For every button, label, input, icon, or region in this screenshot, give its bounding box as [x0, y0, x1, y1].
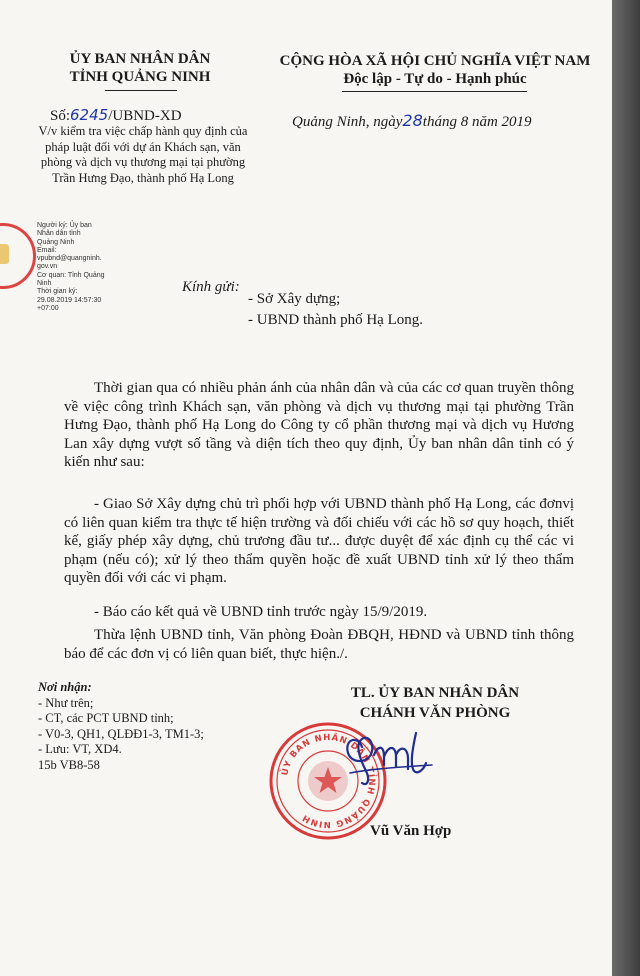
org-underline [105, 90, 177, 91]
org-line-1: ỦY BAN NHÂN DÂN [69, 51, 211, 67]
document-number [50, 106, 182, 125]
signer-meta-line: Email: [37, 246, 57, 254]
recipients-item: 15b VB8-58 [38, 757, 100, 772]
org-line-2: TỈNH QUẢNG NINH [69, 69, 211, 85]
country-name: CỘNG HÒA XÃ HỘI CHỦ NGHĨA VIỆT NAM [279, 53, 591, 69]
signature-title [320, 683, 550, 723]
signer-meta-line: Quảng Ninh [37, 238, 75, 246]
doc-number-handwritten: 6245 [70, 106, 109, 124]
handwritten-signature [330, 725, 440, 795]
date-place: Quảng Ninh, ngày [292, 114, 403, 130]
doc-number-prefix: Số: [50, 108, 71, 124]
body-paragraph-1: Thời gian qua có nhiều phản ánh của nhân dân và của các cơ quan truyền thông về việc công trình Khách sạn, văn phòng và dịch vụ thương mại tại phường Trần Hưng Đạo, thành phố Hạ Long do Công ty cổ phần thương mại và dịch vụ Hương Lan xây dựng vượt số tầng và diện tích theo quy định, Ủy ban nhân dân tỉnh có ý kiến như sau: [64, 380, 574, 470]
recipients-item: - V0-3, QH1, QLĐĐ1-3, TM1-3; [38, 726, 204, 741]
body-paragraph-4: Thừa lệnh UBND tỉnh, Văn phòng Đoàn ĐBQH, HĐND và UBND tỉnh thông báo để các đơn vị có liên quan biết, thực hiện./. [64, 627, 574, 662]
addressee-label: Kính gửi: [182, 279, 240, 295]
recipients-label: Nơi nhận: [38, 680, 92, 694]
signer-meta-line: Người ký: Ủy ban [37, 222, 92, 229]
scan-background-edge [612, 0, 640, 976]
motto-underline [342, 91, 527, 92]
signer-meta-line: Ninh [37, 280, 52, 288]
digital-signature-stamp [0, 223, 36, 289]
signer-meta-line: Thời gian ký: [37, 288, 78, 296]
signer-meta-line: Cơ quan: Tỉnh Quảng [37, 271, 105, 279]
signer-meta-line: Nhân dân tỉnh [37, 230, 81, 238]
document-subject: V/v kiểm tra việc chấp hành quy định của pháp luật đối với dự án Khách sạn, văn phòng và dịch vụ thương mại tại phường Trần Hưng Đạo, thành phố Hạ Long [38, 124, 248, 185]
motto: Độc lập - Tự do - Hạnh phúc [343, 71, 527, 87]
body-paragraph-3: - Báo cáo kết quả về UBND tỉnh trước ngày 15/9/2019. [94, 604, 428, 620]
date-rest: tháng 8 năm 2019 [422, 114, 532, 130]
signature-title-line-2: CHÁNH VĂN PHÒNG [359, 705, 511, 721]
national-title [260, 52, 610, 88]
date-day-handwritten: 28 [402, 111, 423, 130]
signature-title-line-1: TL. ỦY BAN NHÂN DÂN [350, 685, 520, 701]
issuing-organization [40, 50, 240, 86]
recipients-item: - Như trên; [38, 695, 94, 710]
signer-name: Vũ Văn Hợp [370, 823, 452, 839]
signer-meta-line: gov.vn [37, 263, 58, 271]
recipients-list [38, 680, 298, 773]
body-paragraph-2: - Giao Sở Xây dựng chủ trì phối hợp với UBND thành phố Hạ Long, các đơnvị có liên quan kiểm tra thực tế hiện trường và đối chiếu với các hồ sơ quy hoạch, thiết kế, giấy phép xây dựng, chủ trương đầu tư... được duyệt để xác định cụ thể các vi phạm (nếu có); xử lý theo thẩm quyền hoặc đề xuất UBND tỉnh xử lý theo thẩm quyền đối với các vi phạm. [64, 496, 574, 586]
document-date [292, 111, 532, 131]
signer-meta-line: 29.08.2019 14:57:30 [37, 296, 102, 304]
signer-meta-line: vpubnd@quangninh. [37, 255, 102, 263]
recipient-2: - UBND thành phố Hạ Long. [248, 312, 423, 328]
digital-signature-meta [37, 222, 117, 313]
recipient-1: - Sở Xây dựng; [248, 291, 341, 307]
recipients-item: - Lưu: VT, XD4. [38, 742, 122, 756]
recipients-item: - CT, các PCT UBND tỉnh; [38, 711, 174, 725]
doc-number-suffix: /UBND-XD [108, 108, 182, 124]
signer-meta-line: +07:00 [37, 304, 59, 312]
seal-text: ỦY BAN NHÂN DÂN TỈNH QUẢNG NINH [280, 732, 377, 830]
